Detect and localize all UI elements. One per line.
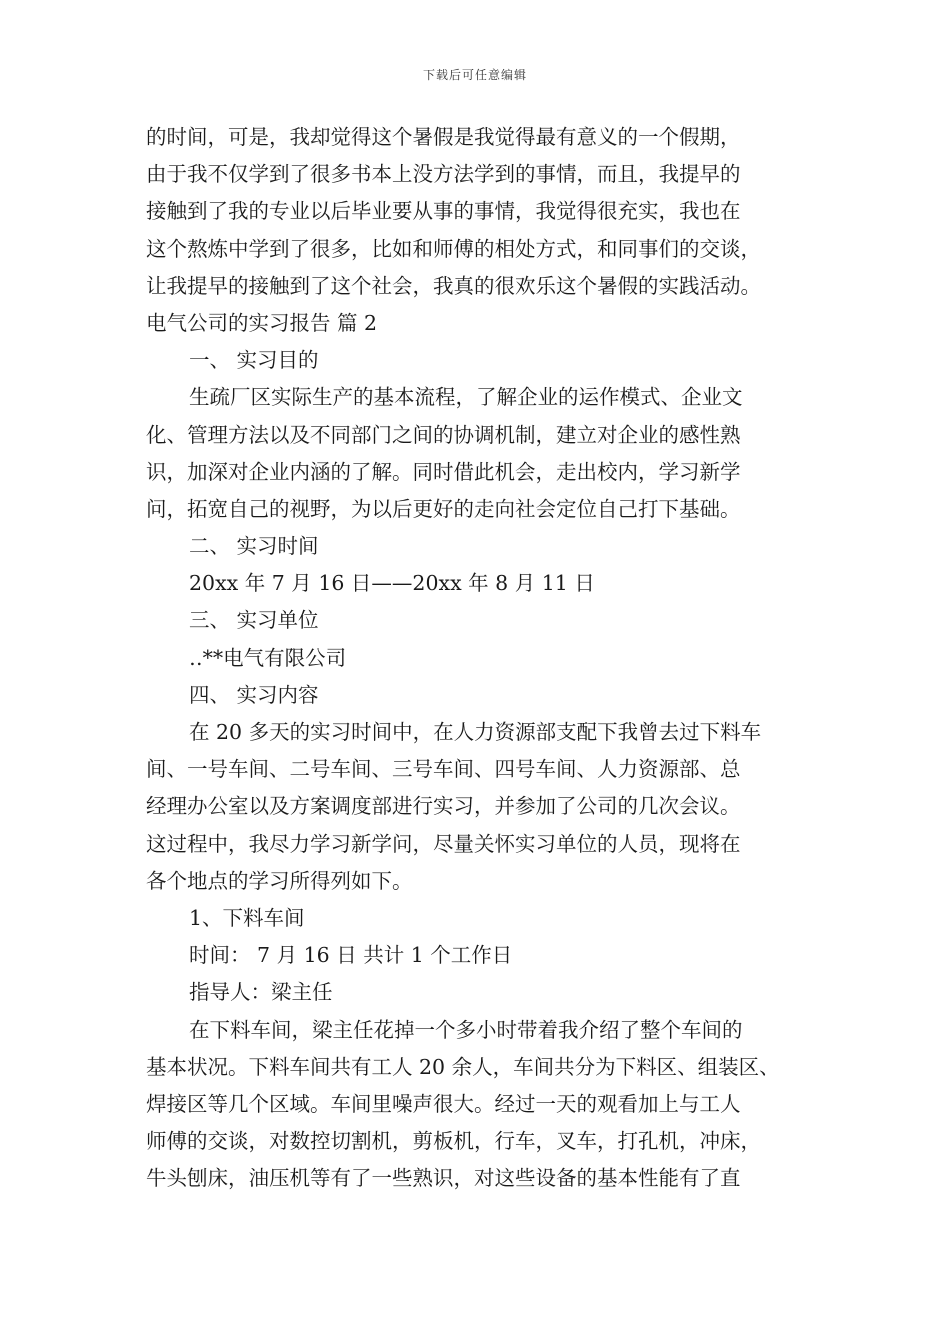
text-line: 时间： 7 月 16 日 共计 1 个工作日 (189, 943, 513, 968)
text-line: 这过程中，我尽力学习新学问，尽量关怀实习单位的人员，现将在 (146, 831, 741, 856)
text-line: 指导人：梁主任 (189, 980, 333, 1005)
text-line: 的时间，可是，我却觉得这个暑假是我觉得最有意义的一个假期， (146, 125, 741, 149)
text-line: 由于我不仅学到了很多书本上没方法学到的事情，而且，我提早的 (146, 162, 741, 187)
text-line: 四、 实习内容 (189, 682, 319, 707)
text-line: 这个熬炼中学到了很多，比如和师傅的相处方式，和同事们的交谈， (146, 236, 761, 261)
text-line: 经理办公室以及方案调度部进行实习，并参加了公司的几次会议。 (146, 794, 741, 819)
text-line: 二、 实习时间 (189, 534, 319, 559)
text-line: 生疏厂区实际生产的基本流程，了解企业的运作模式、企业文 (189, 385, 743, 410)
text-line: 师傅的交谈，对数控切割机，剪板机，行车，叉车，打孔机，冲床， (146, 1129, 761, 1154)
text-line: 接触到了我的专业以后毕业要从事的事情，我觉得很充实，我也在 (146, 199, 741, 224)
document-body (146, 119, 810, 1197)
text-line: 1、下料车间 (189, 905, 305, 930)
text-line: 基本状况。下料车间共有工人 20 余人，车间共分为下料区、组装区、 (146, 1054, 780, 1079)
header-note: 下载后可任意编辑 (422, 68, 527, 82)
text-line: 在 20 多天的实习时间中，在人力资源部支配下我曾去过下料车 (189, 720, 762, 744)
text-line: 让我提早的接触到了这个社会，我真的很欢乐这个暑假的实践活动。 (146, 273, 761, 298)
text-line: 一、 实习目的 (189, 348, 319, 373)
text-line: 三、 实习单位 (189, 608, 319, 633)
text-line: ‥**电气有限公司 (189, 645, 347, 670)
text-line: 牛头刨床，油压机等有了一些熟识，对这些设备的基本性能有了直 (146, 1166, 741, 1191)
text-line: 问，拓宽自己的视野，为以后更好的走向社会定位自己打下基础。 (146, 496, 741, 521)
text-line: 在下料车间，梁主任花掉一个多小时带着我介绍了整个车间的 (189, 1017, 743, 1042)
text-line: 电气公司的实习报告 篇 2 (146, 310, 378, 335)
text-line: 20xx 年 7 月 16 日——20xx 年 8 月 11 日 (189, 571, 595, 596)
text-line: 识，加深对企业内涵的了解。同时借此机会，走出校内，学习新学 (146, 459, 741, 484)
text-line: 焊接区等几个区域。车间里噪声很大。经过一天的观看加上与工人 (146, 1091, 741, 1116)
text-line: 间、一号车间、二号车间、三号车间、四号车间、人力资源部、总 (146, 757, 741, 782)
text-line: 化、管理方法以及不同部门之间的协调机制，建立对企业的感性熟 (146, 422, 741, 447)
text-line: 各个地点的学习所得列如下。 (146, 868, 413, 893)
